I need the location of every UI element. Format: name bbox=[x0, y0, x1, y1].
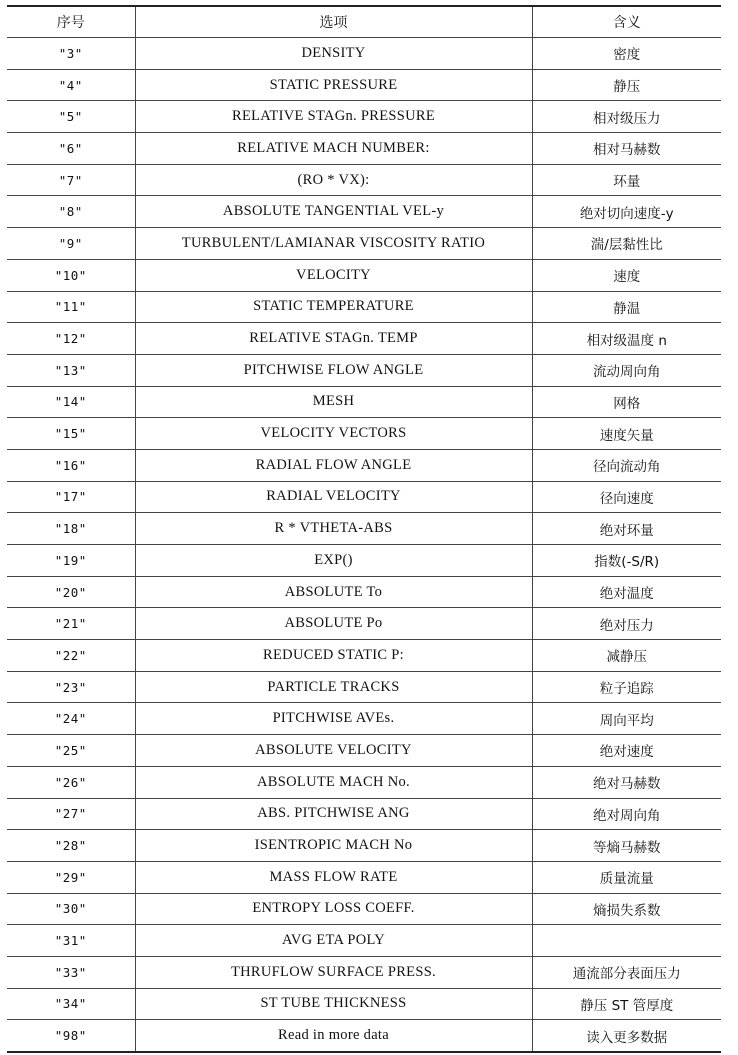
header-option: 选项 bbox=[135, 6, 532, 38]
table-row bbox=[7, 354, 721, 386]
options-table-wrapper bbox=[7, 5, 721, 1053]
row-meaning-cell: 指数(-S/R) bbox=[532, 545, 721, 577]
row-number-cell: "11" bbox=[7, 291, 135, 323]
row-option-cell: ABSOLUTE MACH No. bbox=[135, 766, 532, 798]
header-number: 序号 bbox=[7, 6, 135, 38]
row-meaning-cell: 周向平均 bbox=[532, 703, 721, 735]
row-meaning-cell: 相对马赫数 bbox=[532, 133, 721, 165]
row-option-cell: ISENTROPIC MACH No bbox=[135, 830, 532, 862]
table-row bbox=[7, 640, 721, 672]
row-number-cell: "21" bbox=[7, 608, 135, 640]
row-option-cell: (RO * VX): bbox=[135, 164, 532, 196]
row-option-cell: R * VTHETA-ABS bbox=[135, 513, 532, 545]
row-number-cell: "98" bbox=[7, 1020, 135, 1052]
table-row bbox=[7, 1020, 721, 1052]
row-meaning-cell: 绝对马赫数 bbox=[532, 766, 721, 798]
row-number-cell: "18" bbox=[7, 513, 135, 545]
row-number-cell: "10" bbox=[7, 259, 135, 291]
table-row bbox=[7, 703, 721, 735]
row-meaning-cell: 湍/层黏性比 bbox=[532, 228, 721, 260]
row-number-cell: "13" bbox=[7, 354, 135, 386]
row-meaning-cell: 径向流动角 bbox=[532, 449, 721, 481]
row-number-cell: "29" bbox=[7, 861, 135, 893]
row-meaning-cell: 通流部分表面压力 bbox=[532, 956, 721, 988]
table-row bbox=[7, 38, 721, 70]
table-row bbox=[7, 798, 721, 830]
row-option-cell: VELOCITY VECTORS bbox=[135, 418, 532, 450]
row-number-cell: "30" bbox=[7, 893, 135, 925]
row-number-cell: "12" bbox=[7, 323, 135, 355]
table-row bbox=[7, 196, 721, 228]
row-number-cell: "26" bbox=[7, 766, 135, 798]
row-number-cell: "9" bbox=[7, 228, 135, 260]
table-row bbox=[7, 164, 721, 196]
row-option-cell: PARTICLE TRACKS bbox=[135, 671, 532, 703]
row-option-cell: ABSOLUTE Po bbox=[135, 608, 532, 640]
row-number-cell: "15" bbox=[7, 418, 135, 450]
table-row bbox=[7, 861, 721, 893]
row-meaning-cell: 静压 ST 管厚度 bbox=[532, 988, 721, 1020]
row-option-cell: ENTROPY LOSS COEFF. bbox=[135, 893, 532, 925]
row-option-cell: ABSOLUTE To bbox=[135, 576, 532, 608]
row-option-cell: ST TUBE THICKNESS bbox=[135, 988, 532, 1020]
row-meaning-cell: 相对级温度 n bbox=[532, 323, 721, 355]
table-row bbox=[7, 228, 721, 260]
row-option-cell: STATIC TEMPERATURE bbox=[135, 291, 532, 323]
row-meaning-cell: 绝对温度 bbox=[532, 576, 721, 608]
row-option-cell: THRUFLOW SURFACE PRESS. bbox=[135, 956, 532, 988]
row-meaning-cell: 环量 bbox=[532, 164, 721, 196]
table-row bbox=[7, 766, 721, 798]
row-number-cell: "8" bbox=[7, 196, 135, 228]
row-option-cell: RADIAL VELOCITY bbox=[135, 481, 532, 513]
row-meaning-cell: 静压 bbox=[532, 69, 721, 101]
table-body bbox=[7, 38, 721, 1053]
row-number-cell: "34" bbox=[7, 988, 135, 1020]
row-number-cell: "31" bbox=[7, 925, 135, 957]
row-meaning-cell: 绝对压力 bbox=[532, 608, 721, 640]
row-meaning-cell: 绝对切向速度-y bbox=[532, 196, 721, 228]
table-row bbox=[7, 830, 721, 862]
table-row bbox=[7, 671, 721, 703]
row-meaning-cell: 速度矢量 bbox=[532, 418, 721, 450]
row-meaning-cell: 熵损失系数 bbox=[532, 893, 721, 925]
table-row bbox=[7, 323, 721, 355]
row-option-cell: RADIAL FLOW ANGLE bbox=[135, 449, 532, 481]
row-meaning-cell: 密度 bbox=[532, 38, 721, 70]
row-number-cell: "24" bbox=[7, 703, 135, 735]
row-meaning-cell: 粒子追踪 bbox=[532, 671, 721, 703]
row-meaning-cell: 流动周向角 bbox=[532, 354, 721, 386]
table-row bbox=[7, 386, 721, 418]
row-number-cell: "19" bbox=[7, 545, 135, 577]
table-row bbox=[7, 956, 721, 988]
table-row bbox=[7, 101, 721, 133]
table-row bbox=[7, 893, 721, 925]
row-number-cell: "22" bbox=[7, 640, 135, 672]
row-option-cell: RELATIVE STAGn. PRESSURE bbox=[135, 101, 532, 133]
row-meaning-cell: 等熵马赫数 bbox=[532, 830, 721, 862]
row-meaning-cell: 绝对环量 bbox=[532, 513, 721, 545]
row-number-cell: "5" bbox=[7, 101, 135, 133]
row-number-cell: "17" bbox=[7, 481, 135, 513]
row-option-cell: VELOCITY bbox=[135, 259, 532, 291]
table-row bbox=[7, 69, 721, 101]
row-number-cell: "28" bbox=[7, 830, 135, 862]
row-option-cell: DENSITY bbox=[135, 38, 532, 70]
row-option-cell: TURBULENT/LAMIANAR VISCOSITY RATIO bbox=[135, 228, 532, 260]
row-number-cell: "6" bbox=[7, 133, 135, 165]
row-meaning-cell: 速度 bbox=[532, 259, 721, 291]
row-option-cell: PITCHWISE AVEs. bbox=[135, 703, 532, 735]
row-number-cell: "25" bbox=[7, 735, 135, 767]
row-option-cell: MASS FLOW RATE bbox=[135, 861, 532, 893]
row-option-cell: ABS. PITCHWISE ANG bbox=[135, 798, 532, 830]
row-meaning-cell: 读入更多数据 bbox=[532, 1020, 721, 1052]
row-meaning-cell: 质量流量 bbox=[532, 861, 721, 893]
table-row bbox=[7, 259, 721, 291]
header-meaning: 含义 bbox=[532, 6, 721, 38]
table-row bbox=[7, 545, 721, 577]
row-option-cell: ABSOLUTE TANGENTIAL VEL-y bbox=[135, 196, 532, 228]
table-header-row bbox=[7, 6, 721, 38]
row-number-cell: "14" bbox=[7, 386, 135, 418]
row-option-cell: STATIC PRESSURE bbox=[135, 69, 532, 101]
row-meaning-cell: 减静压 bbox=[532, 640, 721, 672]
row-option-cell: RELATIVE MACH NUMBER: bbox=[135, 133, 532, 165]
row-meaning-cell: 绝对周向角 bbox=[532, 798, 721, 830]
row-option-cell: EXP() bbox=[135, 545, 532, 577]
row-number-cell: "33" bbox=[7, 956, 135, 988]
row-meaning-cell: 相对级压力 bbox=[532, 101, 721, 133]
row-option-cell: ABSOLUTE VELOCITY bbox=[135, 735, 532, 767]
row-meaning-cell: 径向速度 bbox=[532, 481, 721, 513]
table-row bbox=[7, 608, 721, 640]
row-meaning-cell: 静温 bbox=[532, 291, 721, 323]
row-number-cell: "7" bbox=[7, 164, 135, 196]
row-option-cell: RELATIVE STAGn. TEMP bbox=[135, 323, 532, 355]
table-row bbox=[7, 988, 721, 1020]
row-meaning-cell: 网格 bbox=[532, 386, 721, 418]
table-row bbox=[7, 925, 721, 957]
table-row bbox=[7, 513, 721, 545]
table-row bbox=[7, 291, 721, 323]
row-meaning-cell bbox=[532, 925, 721, 957]
row-number-cell: "23" bbox=[7, 671, 135, 703]
row-option-cell: REDUCED STATIC P: bbox=[135, 640, 532, 672]
row-number-cell: "4" bbox=[7, 69, 135, 101]
row-option-cell: MESH bbox=[135, 386, 532, 418]
table-row bbox=[7, 481, 721, 513]
table-row bbox=[7, 735, 721, 767]
row-number-cell: "27" bbox=[7, 798, 135, 830]
table-row bbox=[7, 449, 721, 481]
row-meaning-cell: 绝对速度 bbox=[532, 735, 721, 767]
options-table bbox=[7, 5, 721, 1053]
row-number-cell: "3" bbox=[7, 38, 135, 70]
row-option-cell: PITCHWISE FLOW ANGLE bbox=[135, 354, 532, 386]
row-number-cell: "20" bbox=[7, 576, 135, 608]
table-row bbox=[7, 418, 721, 450]
row-option-cell: Read in more data bbox=[135, 1020, 532, 1052]
row-option-cell: AVG ETA POLY bbox=[135, 925, 532, 957]
row-number-cell: "16" bbox=[7, 449, 135, 481]
table-row bbox=[7, 133, 721, 165]
table-row bbox=[7, 576, 721, 608]
